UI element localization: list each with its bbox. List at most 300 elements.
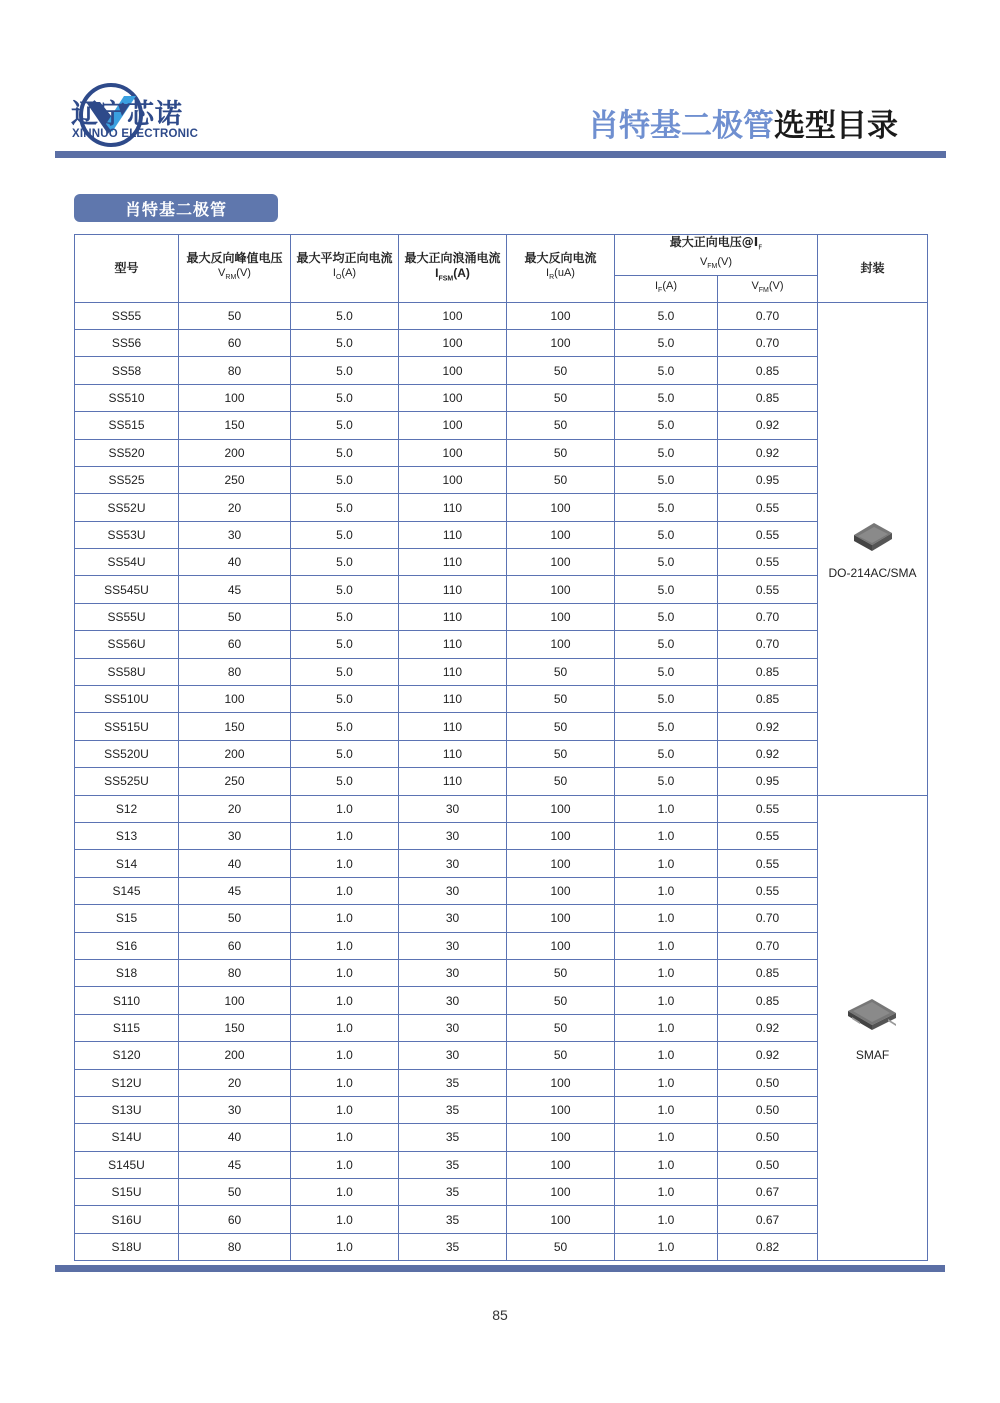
table-row	[75, 1151, 928, 1178]
document-title	[588, 100, 898, 145]
header-io: 最大平均正向电流 $I_O(A)$	[291, 235, 399, 303]
cell-ir: 100	[507, 302, 615, 329]
cell-vfm: 0.55	[718, 877, 818, 904]
cell-ifsm: 35	[399, 1151, 507, 1178]
cell-model: S16	[75, 932, 179, 959]
brand-name-en: XINNUO ELECTRONIC	[72, 128, 199, 140]
cell-ifsm: 110	[399, 603, 507, 630]
cell-vrm: 20	[179, 1069, 291, 1096]
cell-if: 5.0	[615, 357, 718, 384]
cell-if: 1.0	[615, 905, 718, 932]
cell-ifsm: 100	[399, 302, 507, 329]
cell-if: 1.0	[615, 959, 718, 986]
cell-ir: 50	[507, 686, 615, 713]
cell-ir: 50	[507, 959, 615, 986]
cell-model: SS520	[75, 439, 179, 466]
cell-vfm: 0.50	[718, 1124, 818, 1151]
cell-ir: 100	[507, 1179, 615, 1206]
table-row	[75, 905, 928, 932]
header-vfm-group: 最大正向电压$@I_F$ $V_{FM}(V)$	[615, 235, 818, 276]
cell-io: 1.0	[291, 932, 399, 959]
cell-vfm: 0.92	[718, 740, 818, 767]
cell-model: SS58U	[75, 658, 179, 685]
cell-vfm: 0.85	[718, 959, 818, 986]
cell-ifsm: 30	[399, 877, 507, 904]
cell-if: 5.0	[615, 658, 718, 685]
cell-ir: 50	[507, 658, 615, 685]
cell-model: S15U	[75, 1179, 179, 1206]
cell-ir: 100	[507, 329, 615, 356]
table-row	[75, 823, 928, 850]
cell-io: 5.0	[291, 549, 399, 576]
cell-vfm: 0.70	[718, 603, 818, 630]
cell-ir: 100	[507, 1069, 615, 1096]
package-label: SMAF	[855, 1048, 890, 1063]
cell-vrm: 80	[179, 357, 291, 384]
table-row	[75, 987, 928, 1014]
cell-vfm: 0.55	[718, 549, 818, 576]
cell-model: SS515	[75, 412, 179, 439]
header-package: 封装	[818, 235, 928, 303]
cell-io: 1.0	[291, 1206, 399, 1233]
table-row	[75, 439, 928, 466]
cell-if: 5.0	[615, 494, 718, 521]
cell-ir: 100	[507, 576, 615, 603]
cell-io: 5.0	[291, 439, 399, 466]
cell-ir: 50	[507, 384, 615, 411]
cell-ir: 100	[507, 1096, 615, 1123]
cell-if: 5.0	[615, 521, 718, 548]
cell-ifsm: 35	[399, 1124, 507, 1151]
cell-ir: 100	[507, 1124, 615, 1151]
cell-vrm: 60	[179, 631, 291, 658]
cell-ifsm: 110	[399, 521, 507, 548]
cell-if: 1.0	[615, 1096, 718, 1123]
cell-model: S16U	[75, 1206, 179, 1233]
table-row	[75, 576, 928, 603]
cell-model: SS510	[75, 384, 179, 411]
cell-ir: 50	[507, 412, 615, 439]
cell-vfm: 0.50	[718, 1151, 818, 1178]
cell-if: 5.0	[615, 713, 718, 740]
cell-ifsm: 30	[399, 795, 507, 822]
table-row	[75, 932, 928, 959]
cell-vrm: 30	[179, 823, 291, 850]
cell-ir: 50	[507, 466, 615, 493]
cell-ifsm: 110	[399, 768, 507, 795]
cell-ifsm: 35	[399, 1206, 507, 1233]
cell-if: 5.0	[615, 412, 718, 439]
cell-ifsm: 110	[399, 686, 507, 713]
table-row	[75, 384, 928, 411]
cell-ifsm: 100	[399, 466, 507, 493]
table-row	[75, 1069, 928, 1096]
cell-vrm: 60	[179, 329, 291, 356]
cell-if: 5.0	[615, 631, 718, 658]
cell-if: 1.0	[615, 1151, 718, 1178]
cell-ir: 50	[507, 1233, 615, 1260]
cell-model: S145U	[75, 1151, 179, 1178]
cell-ir: 100	[507, 521, 615, 548]
cell-io: 5.0	[291, 466, 399, 493]
cell-vfm: 0.70	[718, 905, 818, 932]
cell-model: S13U	[75, 1096, 179, 1123]
cell-io: 1.0	[291, 905, 399, 932]
cell-vrm: 30	[179, 1096, 291, 1123]
cell-if: 5.0	[615, 439, 718, 466]
table-row	[75, 768, 928, 795]
cell-io: 1.0	[291, 1014, 399, 1041]
cell-io: 1.0	[291, 1096, 399, 1123]
cell-model: S120	[75, 1042, 179, 1069]
cell-vrm: 100	[179, 686, 291, 713]
cell-ir: 50	[507, 713, 615, 740]
cell-vfm: 0.82	[718, 1233, 818, 1260]
table-row	[75, 740, 928, 767]
cell-vrm: 150	[179, 713, 291, 740]
cell-if: 5.0	[615, 549, 718, 576]
cell-ifsm: 110	[399, 549, 507, 576]
table-row	[75, 1233, 928, 1260]
header-if: $I_F(A)$	[615, 275, 718, 302]
cell-model: SS55U	[75, 603, 179, 630]
cell-ifsm: 110	[399, 576, 507, 603]
cell-if: 5.0	[615, 576, 718, 603]
cell-vfm: 0.85	[718, 987, 818, 1014]
cell-io: 5.0	[291, 686, 399, 713]
cell-model: S14U	[75, 1124, 179, 1151]
cell-ir: 100	[507, 823, 615, 850]
cell-io: 5.0	[291, 329, 399, 356]
cell-io: 1.0	[291, 1233, 399, 1260]
cell-if: 5.0	[615, 768, 718, 795]
cell-ir: 50	[507, 987, 615, 1014]
cell-io: 1.0	[291, 987, 399, 1014]
cell-io: 5.0	[291, 658, 399, 685]
cell-io: 5.0	[291, 357, 399, 384]
cell-vrm: 150	[179, 412, 291, 439]
cell-if: 5.0	[615, 329, 718, 356]
footer-divider	[55, 1265, 945, 1272]
cell-vrm: 50	[179, 1179, 291, 1206]
cell-vfm: 0.95	[718, 768, 818, 795]
cell-vfm: 0.70	[718, 932, 818, 959]
table-row	[75, 1179, 928, 1206]
header-vrm: 最大反向峰值电压 $V_{RM}(V)$	[179, 235, 291, 303]
cell-ir: 100	[507, 494, 615, 521]
cell-vfm: 0.70	[718, 329, 818, 356]
cell-if: 1.0	[615, 987, 718, 1014]
cell-if: 5.0	[615, 740, 718, 767]
cell-if: 5.0	[615, 686, 718, 713]
cell-model: SS515U	[75, 713, 179, 740]
table-row	[75, 877, 928, 904]
cell-model: SS520U	[75, 740, 179, 767]
cell-vfm: 0.92	[718, 713, 818, 740]
section-label: 肖特基二极管	[74, 194, 278, 222]
cell-model: S15	[75, 905, 179, 932]
header-ir: 最大反向电流 $I_R(uA)$	[507, 235, 615, 303]
document-title-part2: 选型目录	[774, 108, 898, 144]
table-row	[75, 357, 928, 384]
cell-model: SS52U	[75, 494, 179, 521]
cell-vrm: 45	[179, 1151, 291, 1178]
table-row	[75, 658, 928, 685]
cell-model: SS525U	[75, 768, 179, 795]
cell-io: 5.0	[291, 576, 399, 603]
cell-vfm: 0.85	[718, 658, 818, 685]
spec-table	[74, 234, 928, 1261]
cell-ifsm: 100	[399, 357, 507, 384]
cell-vrm: 40	[179, 549, 291, 576]
table-row	[75, 795, 928, 822]
cell-vfm: 0.55	[718, 795, 818, 822]
document-title-part1: 肖特基二极管	[588, 108, 774, 144]
cell-vfm: 0.67	[718, 1179, 818, 1206]
cell-io: 1.0	[291, 959, 399, 986]
cell-vrm: 250	[179, 466, 291, 493]
cell-io: 1.0	[291, 1179, 399, 1206]
cell-if: 1.0	[615, 850, 718, 877]
cell-model: S12U	[75, 1069, 179, 1096]
cell-ifsm: 30	[399, 1042, 507, 1069]
cell-if: 5.0	[615, 603, 718, 630]
cell-model: SS55	[75, 302, 179, 329]
cell-model: S145	[75, 877, 179, 904]
cell-vrm: 200	[179, 439, 291, 466]
package-label: DO-214AC/SMA	[828, 566, 917, 581]
cell-vfm: 0.92	[718, 1014, 818, 1041]
cell-io: 5.0	[291, 740, 399, 767]
cell-ifsm: 35	[399, 1179, 507, 1206]
brand-name-cn: 辽宁芯诺	[71, 99, 183, 130]
cell-ifsm: 110	[399, 631, 507, 658]
cell-vfm: 0.92	[718, 412, 818, 439]
cell-ifsm: 110	[399, 494, 507, 521]
cell-ir: 100	[507, 932, 615, 959]
table-row	[75, 521, 928, 548]
cell-io: 5.0	[291, 603, 399, 630]
cell-ifsm: 30	[399, 932, 507, 959]
cell-model: S110	[75, 987, 179, 1014]
cell-io: 1.0	[291, 850, 399, 877]
table-row	[75, 302, 928, 329]
cell-io: 5.0	[291, 302, 399, 329]
cell-ifsm: 30	[399, 987, 507, 1014]
sma-package-icon	[850, 517, 896, 560]
cell-io: 5.0	[291, 713, 399, 740]
cell-vfm: 0.85	[718, 384, 818, 411]
cell-ifsm: 35	[399, 1096, 507, 1123]
cell-model: S18	[75, 959, 179, 986]
cell-vrm: 80	[179, 1233, 291, 1260]
cell-vfm: 0.95	[718, 466, 818, 493]
cell-ifsm: 30	[399, 905, 507, 932]
cell-io: 1.0	[291, 1124, 399, 1151]
cell-ir: 100	[507, 850, 615, 877]
spec-table-body	[75, 302, 928, 1261]
cell-vrm: 45	[179, 576, 291, 603]
cell-vrm: 50	[179, 905, 291, 932]
cell-ir: 50	[507, 768, 615, 795]
cell-vfm: 0.55	[718, 521, 818, 548]
table-row	[75, 1014, 928, 1041]
cell-vfm: 0.55	[718, 823, 818, 850]
cell-model: SS58	[75, 357, 179, 384]
smaf-package-icon	[844, 993, 902, 1042]
cell-if: 1.0	[615, 932, 718, 959]
package-cell	[818, 795, 928, 1261]
cell-ifsm: 110	[399, 713, 507, 740]
cell-vfm: 0.67	[718, 1206, 818, 1233]
cell-model: S12	[75, 795, 179, 822]
cell-io: 1.0	[291, 795, 399, 822]
page-number: 85	[492, 1307, 508, 1323]
cell-ifsm: 35	[399, 1069, 507, 1096]
cell-ir: 100	[507, 603, 615, 630]
cell-vrm: 100	[179, 384, 291, 411]
cell-vrm: 40	[179, 1124, 291, 1151]
cell-vrm: 20	[179, 494, 291, 521]
cell-vfm: 0.92	[718, 1042, 818, 1069]
cell-ir: 50	[507, 439, 615, 466]
cell-vrm: 200	[179, 1042, 291, 1069]
cell-ir: 100	[507, 795, 615, 822]
cell-vfm: 0.55	[718, 850, 818, 877]
cell-ifsm: 100	[399, 412, 507, 439]
cell-if: 1.0	[615, 1042, 718, 1069]
cell-if: 1.0	[615, 1233, 718, 1260]
cell-ir: 50	[507, 740, 615, 767]
cell-ifsm: 100	[399, 439, 507, 466]
cell-if: 1.0	[615, 795, 718, 822]
cell-vrm: 60	[179, 1206, 291, 1233]
cell-io: 1.0	[291, 1069, 399, 1096]
cell-vrm: 80	[179, 959, 291, 986]
cell-ifsm: 30	[399, 959, 507, 986]
table-row	[75, 1206, 928, 1233]
cell-ifsm: 30	[399, 1014, 507, 1041]
cell-vrm: 100	[179, 987, 291, 1014]
cell-vfm: 0.55	[718, 494, 818, 521]
cell-vrm: 250	[179, 768, 291, 795]
cell-ir: 100	[507, 549, 615, 576]
table-row	[75, 466, 928, 493]
cell-io: 5.0	[291, 412, 399, 439]
cell-ir: 100	[507, 877, 615, 904]
table-row	[75, 1124, 928, 1151]
cell-vfm: 0.85	[718, 686, 818, 713]
table-row	[75, 686, 928, 713]
cell-ir: 100	[507, 1151, 615, 1178]
cell-ifsm: 110	[399, 658, 507, 685]
table-row	[75, 713, 928, 740]
cell-vfm: 0.70	[718, 302, 818, 329]
header-vfm: $V_{FM}(V)$	[718, 275, 818, 302]
cell-model: SS545U	[75, 576, 179, 603]
cell-model: SS56	[75, 329, 179, 356]
cell-io: 1.0	[291, 1151, 399, 1178]
cell-model: SS56U	[75, 631, 179, 658]
cell-ifsm: 35	[399, 1233, 507, 1260]
cell-vfm: 0.85	[718, 357, 818, 384]
cell-vfm: 0.50	[718, 1069, 818, 1096]
header-divider	[55, 151, 946, 158]
cell-vrm: 50	[179, 603, 291, 630]
cell-io: 5.0	[291, 631, 399, 658]
cell-if: 1.0	[615, 1014, 718, 1041]
cell-ir: 50	[507, 1042, 615, 1069]
cell-vrm: 20	[179, 795, 291, 822]
cell-vfm: 0.55	[718, 576, 818, 603]
table-row	[75, 631, 928, 658]
cell-ir: 100	[507, 631, 615, 658]
cell-vrm: 60	[179, 932, 291, 959]
cell-ifsm: 30	[399, 850, 507, 877]
cell-if: 5.0	[615, 384, 718, 411]
cell-vrm: 30	[179, 521, 291, 548]
cell-vrm: 80	[179, 658, 291, 685]
cell-vfm: 0.70	[718, 631, 818, 658]
cell-vrm: 40	[179, 850, 291, 877]
cell-ir: 50	[507, 357, 615, 384]
table-row	[75, 412, 928, 439]
cell-io: 5.0	[291, 768, 399, 795]
cell-if: 5.0	[615, 466, 718, 493]
cell-ifsm: 100	[399, 384, 507, 411]
cell-model: S14	[75, 850, 179, 877]
cell-model: S18U	[75, 1233, 179, 1260]
cell-vfm: 0.50	[718, 1096, 818, 1123]
cell-vfm: 0.92	[718, 439, 818, 466]
cell-io: 1.0	[291, 1042, 399, 1069]
cell-io: 1.0	[291, 877, 399, 904]
cell-model: SS510U	[75, 686, 179, 713]
table-row	[75, 959, 928, 986]
cell-model: SS53U	[75, 521, 179, 548]
cell-if: 5.0	[615, 302, 718, 329]
table-row	[75, 494, 928, 521]
cell-io: 5.0	[291, 494, 399, 521]
table-row	[75, 850, 928, 877]
cell-ir: 100	[507, 1206, 615, 1233]
cell-vrm: 45	[179, 877, 291, 904]
cell-ir: 100	[507, 905, 615, 932]
cell-if: 1.0	[615, 1124, 718, 1151]
cell-if: 1.0	[615, 823, 718, 850]
table-row	[75, 603, 928, 630]
cell-ifsm: 30	[399, 823, 507, 850]
cell-io: 5.0	[291, 521, 399, 548]
cell-model: S13	[75, 823, 179, 850]
cell-vrm: 200	[179, 740, 291, 767]
cell-vrm: 150	[179, 1014, 291, 1041]
cell-io: 5.0	[291, 384, 399, 411]
cell-io: 1.0	[291, 823, 399, 850]
table-row	[75, 329, 928, 356]
cell-ifsm: 110	[399, 740, 507, 767]
header-ifsm: 最大正向浪涌电流 $I_{FSM}(A)$	[399, 235, 507, 303]
cell-model: SS525	[75, 466, 179, 493]
cell-ir: 50	[507, 1014, 615, 1041]
cell-vrm: 50	[179, 302, 291, 329]
cell-if: 1.0	[615, 1069, 718, 1096]
cell-model: SS54U	[75, 549, 179, 576]
cell-ifsm: 100	[399, 329, 507, 356]
table-row	[75, 1042, 928, 1069]
cell-if: 1.0	[615, 877, 718, 904]
table-row	[75, 1096, 928, 1123]
